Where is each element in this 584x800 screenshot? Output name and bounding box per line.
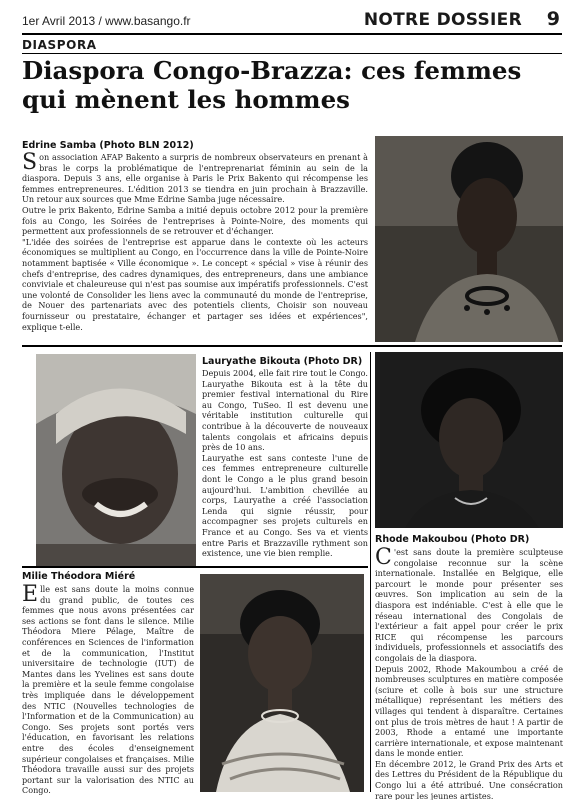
edrine-paragraph-2: Outre le prix Bakento, Edrine Samba a initié depuis octobre 2012 pour la première fois au Congo, les Soirées de l'entreprises à Pointe-Noire, des moments qui permettent aux professionnels de se retrouver et d'échanger. bbox=[22, 204, 368, 237]
article-headline: Diaspora Congo-Brazza: ces femmes qui mènent les hommes bbox=[22, 56, 522, 114]
milie-byline: Milie Théodora Miéré bbox=[22, 571, 136, 582]
edrine-samba-photo bbox=[375, 136, 563, 342]
page-header bbox=[22, 8, 562, 34]
rhode-byline: Rhode Makoubou (Photo DR) bbox=[375, 534, 530, 545]
rhode-paragraph-2: Depuis 2002, Rhode Makoumbou a créé de nombreuses sculptures en matière composée (sciure et colle à bois sur une structure métallique) représentant les métiers des villages qui tendent à disparaître. Certaines ont plus de trois mètres de haut ! A partir de 2003, Rhode a entamé une importante carrière internationale, et expose maintenant dans le monde entier. bbox=[375, 663, 563, 759]
header-rule bbox=[22, 33, 562, 35]
edrine-paragraph-1: Son association AFAP Bakento a surpris de nombreux observateurs en prenant à bras le corps la problématique de l'entreprenariat féminin au sein de la diaspora. Depuis 3 ans, elle organise à Paris le Prix Bakento qui récompense les femmes entrepreneures. L'édition 2013 se tiendra en juin prochain à Brazzaville. Un retour aux sources que Mme Edrine Samba juge nécessaire. bbox=[22, 150, 368, 205]
edrine-article-body bbox=[22, 152, 368, 332]
lauryathe-bikouta-photo bbox=[36, 354, 196, 566]
issue-date-website: 1er Avril 2013 / www.basango.fr bbox=[22, 14, 191, 28]
lauryathe-paragraph-2: Lauryathe est sans conteste l'une de ces femmes entrepreneure culturelle dont le Congo a le plus grand besoin aujourd'hui. L'ambition chevillée au corps, Lauryathe a créé l'association Lenda qui signie réussir, pour accompagner ses projets culturels en France et au Congo. Ses va et vients entre Paris et Brazzaville rythment son existence, une vie bien remplie. bbox=[202, 452, 368, 559]
dropcap: C bbox=[375, 545, 392, 570]
section-divider bbox=[22, 566, 368, 568]
lauryathe-article-body bbox=[202, 368, 368, 559]
rubric-rule bbox=[22, 53, 562, 54]
rhode-article-body bbox=[375, 547, 563, 800]
edrine-paragraph-3: "L'idée des soirées de l'entreprise est apparue dans le contexte où les acteurs économiques se multiplient au Congo, en l'occurrence dans la ville de Pointe-Noire notamment baptisée « Ville économique ». Le concept « spécial » vise à réunir des chefs d'entreprise, des cadres dynamiques, des entrepreneurs, dans une ambiance conviviale et chaleureuse qui n'est pas soumise aux impératifs professionnels. C'est une volonté de Consolider les liens avec la communauté du monde de l'entreprise, de Nouer des partenariats avec des potentiels clients, Choisir son nouveau fournisseur ou prestataire, échanger et partager ses idées et expériences", explique t-elle. bbox=[22, 236, 368, 332]
milie-article-body bbox=[22, 584, 194, 796]
lauryathe-paragraph-1: Depuis 2004, elle fait rire tout le Congo. Lauryathe Bikouta est à la tête du premier festival international du Rire au Congo, TuSeo. Il est devenu une véritable institution culturelle qui contribue à la découverte de nouveaux talents congolais et africains depuis près de 10 ans. bbox=[202, 368, 368, 453]
rhode-makoubou-photo bbox=[375, 352, 563, 528]
lauryathe-byline: Lauryathe Bikouta (Photo DR) bbox=[202, 356, 363, 367]
rhode-paragraph-3: En décembre 2012, le Grand Prix des Arts et des Lettres du Président de la République du Congo lui a été attribué. Une consécration rare pour les jeunes artistes. bbox=[375, 758, 563, 800]
rhode-paragraph-1: C 'est sans doute la première sculpteuse congolaise reconnue sur la scène internationale. Installée en Belgique, elle parcourt le monde pour présenter ses œuvres. Son implication au sein de la diaspora est indéniable. C'est à elle que le réseau international des Congolais de l'extérieur a fait appel pour créer le prix RICE qui récompense les parcours individuels, professionnels et associatifs des congolais de la diaspora. bbox=[375, 545, 563, 663]
milie-theodora-photo bbox=[200, 574, 364, 792]
dropcap: E bbox=[22, 582, 39, 607]
rubric-label: DIASPORA bbox=[22, 38, 97, 52]
edrine-byline: Edrine Samba (Photo BLN 2012) bbox=[22, 140, 194, 151]
milie-paragraph-1: Elle est sans doute la moins connue du grand public, de toutes ces femmes que nous avons présentées car ses actions se font dans le silence. Milie Théodora Miere Pélage, Maître de conférences en Sciences de l'information et de la communication, l'Institut universitaire de technologie (IUT) de Mantes dans les Yvelines est sans doute la première et la seule femme congolaise très impliquée dans le développement des NTIC (Nouvelles technologies de l'Information et de la Communication) au Congo. Ses projets sont portés vers l'éducation, en favorisant les relations entre des écoles d'enseignement supérieur congolaises et françaises. Milie Théodora travaille aussi sur des projets portant sur la valorisation des NTIC au Congo. bbox=[22, 582, 194, 796]
dropcap: S bbox=[22, 150, 38, 175]
column-divider bbox=[370, 352, 371, 792]
section-divider bbox=[22, 345, 562, 347]
page-number: 9 bbox=[546, 8, 560, 30]
section-title: NOTRE DOSSIER bbox=[363, 10, 522, 30]
